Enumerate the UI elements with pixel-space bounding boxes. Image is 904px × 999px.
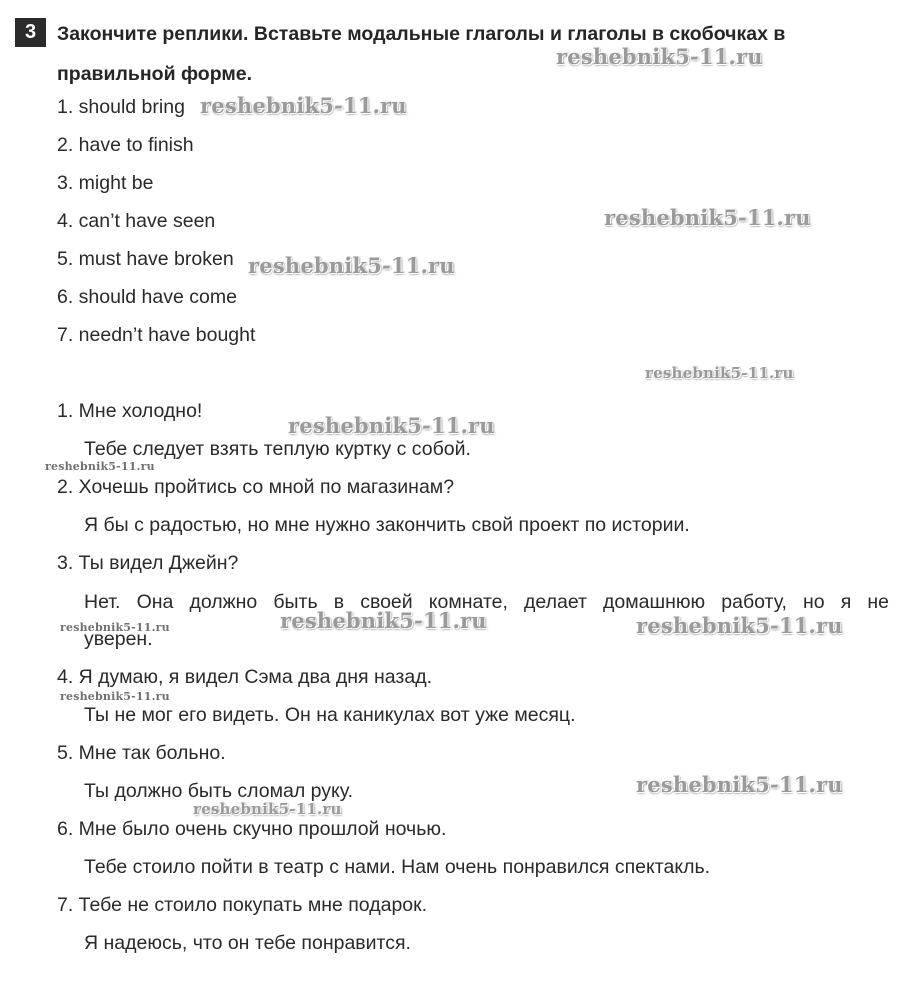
watermark: reshebnik5-11.ru xyxy=(193,800,342,818)
answer-item: 3. might be xyxy=(57,172,154,194)
answer-item: 7. needn’t have bought xyxy=(57,324,256,346)
dialogue-line: 7. Тебе не стоило покупать мне подарок. xyxy=(57,894,428,916)
answer-item: 1. should bring xyxy=(57,96,185,118)
dialogue-line: 2. Хочешь пройтись со мной по магазинам? xyxy=(57,476,455,498)
answer-item: 6. should have come xyxy=(57,286,237,308)
watermark: reshebnik5-11.ru xyxy=(60,621,170,634)
watermark: reshebnik5-11.ru xyxy=(45,460,155,473)
watermark: reshebnik5-11.ru xyxy=(280,608,487,633)
watermark: reshebnik5-11.ru xyxy=(248,253,455,278)
dialogue-reply: Тебе стоило пойти в театр с нами. Нам очень понравился спектакль. xyxy=(84,856,711,878)
answer-item: 2. have to finish xyxy=(57,134,194,156)
dialogue-reply: Ты не мог его видеть. Он на каникулах вот уже месяц. xyxy=(84,704,576,726)
dialogue-reply: Нет. Она должно быть в своей комнате, делает домашнюю работу, но я не xyxy=(84,591,889,613)
dialogue-line: 4. Я думаю, я видел Сэма два дня назад. xyxy=(57,666,432,688)
dialogue-reply: Тебе следует взять теплую куртку с собой. xyxy=(84,438,471,460)
watermark: reshebnik5-11.ru xyxy=(645,364,794,382)
watermark: reshebnik5-11.ru xyxy=(60,690,170,703)
watermark: reshebnik5-11.ru xyxy=(636,772,843,797)
dialogue-line: 6. Мне было очень скучно прошлой ночью. xyxy=(57,818,447,840)
task-number-badge: 3 xyxy=(15,18,46,47)
dialogue-line: 1. Мне холодно! xyxy=(57,400,203,422)
answer-item: 5. must have broken xyxy=(57,248,234,270)
dialogue-reply-continuation: уверен. xyxy=(84,628,153,650)
dialogue-reply: Я надеюсь, что он тебе понравится. xyxy=(84,932,411,954)
dialogue-reply: Ты должно быть сломал руку. xyxy=(84,780,354,802)
watermark: reshebnik5-11.ru xyxy=(636,613,843,638)
watermark: reshebnik5-11.ru xyxy=(556,44,763,69)
watermark: reshebnik5-11.ru xyxy=(288,413,495,438)
dialogue-line: 3. Ты видел Джейн? xyxy=(57,552,239,574)
answer-item: 4. can’t have seen xyxy=(57,210,216,232)
dialogue-reply: Я бы с радостью, но мне нужно закончить свой проект по истории. xyxy=(84,514,690,536)
task-instruction: Закончите реплики. Вставьте модальные глаголы и глаголы в скобочках в правильной форме. xyxy=(57,23,786,85)
dialogue-line: 5. Мне так больно. xyxy=(57,742,226,764)
watermark: reshebnik5-11.ru xyxy=(604,205,811,230)
watermark: reshebnik5-11.ru xyxy=(200,93,407,118)
